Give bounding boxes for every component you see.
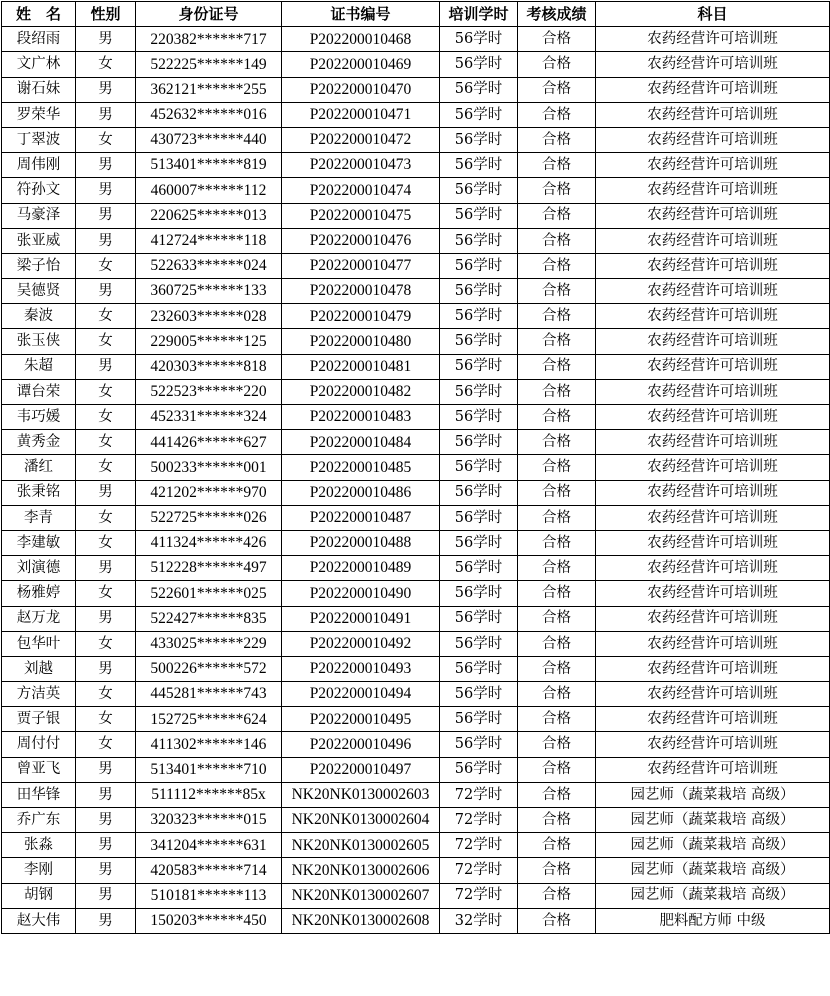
table-row — [2, 606, 830, 631]
table-row — [2, 908, 830, 933]
cell-gender: 男 — [76, 153, 136, 178]
table-row — [2, 153, 830, 178]
cell-training-hours: 56学时 — [440, 732, 518, 757]
cell-certificate-number: NK20NK0130002606 — [282, 858, 440, 883]
cell-assessment-result: 合格 — [518, 253, 596, 278]
table-row — [2, 430, 830, 455]
cell-certificate-number: NK20NK0130002608 — [282, 908, 440, 933]
cell-certificate-number: NK20NK0130002607 — [282, 883, 440, 908]
table-row — [2, 530, 830, 555]
cell-training-hours: 56学时 — [440, 253, 518, 278]
cell-subject: 农药经营许可培训班 — [596, 127, 830, 152]
cell-id-number: 500226******572 — [136, 656, 282, 681]
cell-id-number: 229005******125 — [136, 329, 282, 354]
cell-certificate-number: NK20NK0130002604 — [282, 808, 440, 833]
cell-subject: 农药经营许可培训班 — [596, 354, 830, 379]
cell-training-hours: 56学时 — [440, 379, 518, 404]
cell-assessment-result: 合格 — [518, 631, 596, 656]
cell-training-hours: 56学时 — [440, 354, 518, 379]
cell-name: 方洁英 — [2, 682, 76, 707]
table-row — [2, 228, 830, 253]
cell-assessment-result: 合格 — [518, 379, 596, 404]
cell-name: 胡钢 — [2, 883, 76, 908]
cell-name: 谭台荣 — [2, 379, 76, 404]
cell-training-hours: 72学时 — [440, 883, 518, 908]
cell-subject: 农药经营许可培训班 — [596, 178, 830, 203]
cell-id-number: 511112******85x — [136, 782, 282, 807]
cell-assessment-result: 合格 — [518, 153, 596, 178]
table-row — [2, 707, 830, 732]
cell-id-number: 500233******001 — [136, 455, 282, 480]
cell-name: 刘越 — [2, 656, 76, 681]
cell-gender: 女 — [76, 304, 136, 329]
cell-name: 包华叶 — [2, 631, 76, 656]
cell-training-hours: 56学时 — [440, 153, 518, 178]
cell-subject: 园艺师（蔬菜栽培 高级） — [596, 808, 830, 833]
cell-assessment-result: 合格 — [518, 682, 596, 707]
cell-certificate-number: P202200010491 — [282, 606, 440, 631]
cell-id-number: 320323******015 — [136, 808, 282, 833]
cell-training-hours: 72学时 — [440, 833, 518, 858]
cell-gender: 女 — [76, 52, 136, 77]
cell-id-number: 411324******426 — [136, 530, 282, 555]
table-row — [2, 455, 830, 480]
cell-training-hours: 56学时 — [440, 52, 518, 77]
cell-training-hours: 56学时 — [440, 178, 518, 203]
cell-assessment-result: 合格 — [518, 77, 596, 102]
cell-certificate-number: P202200010493 — [282, 656, 440, 681]
cell-subject: 农药经营许可培训班 — [596, 52, 830, 77]
cell-name: 黄秀金 — [2, 430, 76, 455]
cell-subject: 农药经营许可培训班 — [596, 757, 830, 782]
cell-subject: 园艺师（蔬菜栽培 高级） — [596, 782, 830, 807]
cell-certificate-number: P202200010496 — [282, 732, 440, 757]
cell-id-number: 522225******149 — [136, 52, 282, 77]
cell-certificate-number: P202200010494 — [282, 682, 440, 707]
cell-id-number: 421202******970 — [136, 480, 282, 505]
cell-training-hours: 56学时 — [440, 77, 518, 102]
table-row — [2, 556, 830, 581]
cell-name: 罗荣华 — [2, 102, 76, 127]
cell-name: 刘演德 — [2, 556, 76, 581]
cell-id-number: 430723******440 — [136, 127, 282, 152]
cell-training-hours: 56学时 — [440, 656, 518, 681]
table-row — [2, 505, 830, 530]
table-row — [2, 757, 830, 782]
table-row — [2, 405, 830, 430]
header-certificate-number: 证书编号 — [282, 2, 440, 27]
table-row — [2, 203, 830, 228]
cell-training-hours: 56学时 — [440, 127, 518, 152]
cell-assessment-result: 合格 — [518, 833, 596, 858]
cell-assessment-result: 合格 — [518, 606, 596, 631]
cell-subject: 农药经营许可培训班 — [596, 279, 830, 304]
cell-gender: 男 — [76, 178, 136, 203]
table-row — [2, 858, 830, 883]
cell-subject: 肥料配方师 中级 — [596, 908, 830, 933]
header-subject: 科目 — [596, 2, 830, 27]
cell-gender: 男 — [76, 102, 136, 127]
cell-gender: 男 — [76, 279, 136, 304]
cell-gender: 男 — [76, 354, 136, 379]
cell-training-hours: 56学时 — [440, 682, 518, 707]
cell-training-hours: 56学时 — [440, 505, 518, 530]
cell-certificate-number: P202200010472 — [282, 127, 440, 152]
cell-name: 贾子银 — [2, 707, 76, 732]
cell-certificate-number: P202200010474 — [282, 178, 440, 203]
cell-assessment-result: 合格 — [518, 908, 596, 933]
cell-gender: 男 — [76, 203, 136, 228]
cell-name: 张淼 — [2, 833, 76, 858]
cell-id-number: 441426******627 — [136, 430, 282, 455]
cell-gender: 女 — [76, 682, 136, 707]
cell-assessment-result: 合格 — [518, 732, 596, 757]
cell-training-hours: 72学时 — [440, 858, 518, 883]
cell-certificate-number: P202200010483 — [282, 405, 440, 430]
cell-subject: 农药经营许可培训班 — [596, 102, 830, 127]
cell-assessment-result: 合格 — [518, 329, 596, 354]
cell-id-number: 232603******028 — [136, 304, 282, 329]
cell-assessment-result: 合格 — [518, 782, 596, 807]
cell-training-hours: 56学时 — [440, 27, 518, 52]
cell-certificate-number: P202200010492 — [282, 631, 440, 656]
cell-id-number: 452632******016 — [136, 102, 282, 127]
cell-training-hours: 56学时 — [440, 480, 518, 505]
cell-gender: 男 — [76, 228, 136, 253]
table-row — [2, 52, 830, 77]
cell-certificate-number: P202200010469 — [282, 52, 440, 77]
cell-assessment-result: 合格 — [518, 455, 596, 480]
cell-training-hours: 56学时 — [440, 556, 518, 581]
cell-training-hours: 56学时 — [440, 329, 518, 354]
cell-gender: 男 — [76, 656, 136, 681]
cell-id-number: 522601******025 — [136, 581, 282, 606]
cell-id-number: 522427******835 — [136, 606, 282, 631]
cell-training-hours: 56学时 — [440, 606, 518, 631]
cell-gender: 女 — [76, 379, 136, 404]
cell-name: 李青 — [2, 505, 76, 530]
cell-name: 赵万龙 — [2, 606, 76, 631]
cell-assessment-result: 合格 — [518, 757, 596, 782]
cell-assessment-result: 合格 — [518, 354, 596, 379]
header-training-hours: 培训学时 — [440, 2, 518, 27]
cell-id-number: 513401******819 — [136, 153, 282, 178]
table-row — [2, 27, 830, 52]
cell-assessment-result: 合格 — [518, 480, 596, 505]
cell-assessment-result: 合格 — [518, 27, 596, 52]
cell-certificate-number: P202200010475 — [282, 203, 440, 228]
table-row — [2, 379, 830, 404]
certificate-table — [1, 1, 830, 934]
cell-assessment-result: 合格 — [518, 430, 596, 455]
cell-training-hours: 32学时 — [440, 908, 518, 933]
cell-certificate-number: P202200010487 — [282, 505, 440, 530]
cell-assessment-result: 合格 — [518, 858, 596, 883]
cell-gender: 女 — [76, 455, 136, 480]
cell-id-number: 362121******255 — [136, 77, 282, 102]
cell-training-hours: 56学时 — [440, 757, 518, 782]
cell-subject: 农药经营许可培训班 — [596, 203, 830, 228]
cell-training-hours: 56学时 — [440, 581, 518, 606]
cell-name: 赵大伟 — [2, 908, 76, 933]
table-row — [2, 102, 830, 127]
cell-training-hours: 56学时 — [440, 203, 518, 228]
cell-name: 李建敏 — [2, 530, 76, 555]
cell-gender: 女 — [76, 430, 136, 455]
cell-assessment-result: 合格 — [518, 52, 596, 77]
cell-gender: 女 — [76, 505, 136, 530]
table-row — [2, 354, 830, 379]
cell-assessment-result: 合格 — [518, 102, 596, 127]
cell-assessment-result: 合格 — [518, 808, 596, 833]
cell-subject: 农药经营许可培训班 — [596, 656, 830, 681]
cell-id-number: 341204******631 — [136, 833, 282, 858]
cell-certificate-number: NK20NK0130002605 — [282, 833, 440, 858]
cell-gender: 男 — [76, 556, 136, 581]
cell-assessment-result: 合格 — [518, 656, 596, 681]
cell-gender: 男 — [76, 883, 136, 908]
cell-name: 吴德贤 — [2, 279, 76, 304]
cell-id-number: 512228******497 — [136, 556, 282, 581]
table-row — [2, 279, 830, 304]
cell-name: 周付付 — [2, 732, 76, 757]
cell-subject: 农药经营许可培训班 — [596, 405, 830, 430]
cell-training-hours: 56学时 — [440, 102, 518, 127]
cell-name: 秦波 — [2, 304, 76, 329]
cell-name: 周伟刚 — [2, 153, 76, 178]
table-row — [2, 329, 830, 354]
cell-name: 谢石妹 — [2, 77, 76, 102]
table-row — [2, 833, 830, 858]
cell-certificate-number: P202200010482 — [282, 379, 440, 404]
table-row — [2, 304, 830, 329]
cell-subject: 农药经营许可培训班 — [596, 153, 830, 178]
cell-training-hours: 56学时 — [440, 707, 518, 732]
cell-subject: 农药经营许可培训班 — [596, 253, 830, 278]
cell-name: 段绍雨 — [2, 27, 76, 52]
cell-name: 乔广东 — [2, 808, 76, 833]
cell-assessment-result: 合格 — [518, 228, 596, 253]
cell-subject: 农药经营许可培训班 — [596, 556, 830, 581]
table-row — [2, 127, 830, 152]
cell-training-hours: 56学时 — [440, 304, 518, 329]
cell-gender: 女 — [76, 581, 136, 606]
cell-name: 张亚威 — [2, 228, 76, 253]
cell-assessment-result: 合格 — [518, 530, 596, 555]
cell-training-hours: 56学时 — [440, 279, 518, 304]
cell-assessment-result: 合格 — [518, 556, 596, 581]
cell-certificate-number: NK20NK0130002603 — [282, 782, 440, 807]
cell-name: 韦巧媛 — [2, 405, 76, 430]
cell-subject: 农药经营许可培训班 — [596, 707, 830, 732]
cell-subject: 园艺师（蔬菜栽培 高级） — [596, 858, 830, 883]
cell-subject: 农药经营许可培训班 — [596, 480, 830, 505]
cell-gender: 女 — [76, 732, 136, 757]
table-row — [2, 480, 830, 505]
cell-name: 符孙文 — [2, 178, 76, 203]
cell-subject: 农药经营许可培训班 — [596, 27, 830, 52]
cell-assessment-result: 合格 — [518, 405, 596, 430]
cell-gender: 女 — [76, 707, 136, 732]
table-row — [2, 732, 830, 757]
cell-id-number: 152725******624 — [136, 707, 282, 732]
cell-gender: 女 — [76, 329, 136, 354]
cell-name: 曾亚飞 — [2, 757, 76, 782]
cell-subject: 农药经营许可培训班 — [596, 631, 830, 656]
cell-certificate-number: P202200010473 — [282, 153, 440, 178]
cell-certificate-number: P202200010490 — [282, 581, 440, 606]
cell-certificate-number: P202200010497 — [282, 757, 440, 782]
cell-certificate-number: P202200010480 — [282, 329, 440, 354]
cell-assessment-result: 合格 — [518, 581, 596, 606]
cell-name: 张玉侠 — [2, 329, 76, 354]
cell-certificate-number: P202200010471 — [282, 102, 440, 127]
cell-subject: 农药经营许可培训班 — [596, 682, 830, 707]
cell-certificate-number: P202200010486 — [282, 480, 440, 505]
table-row — [2, 581, 830, 606]
cell-gender: 男 — [76, 782, 136, 807]
cell-name: 田华锋 — [2, 782, 76, 807]
cell-gender: 男 — [76, 757, 136, 782]
cell-certificate-number: P202200010485 — [282, 455, 440, 480]
cell-subject: 农药经营许可培训班 — [596, 581, 830, 606]
cell-id-number: 420583******714 — [136, 858, 282, 883]
cell-training-hours: 56学时 — [440, 228, 518, 253]
header-row — [2, 2, 830, 27]
cell-certificate-number: P202200010476 — [282, 228, 440, 253]
cell-id-number: 412724******118 — [136, 228, 282, 253]
cell-id-number: 522523******220 — [136, 379, 282, 404]
cell-name: 潘红 — [2, 455, 76, 480]
cell-name: 朱超 — [2, 354, 76, 379]
cell-id-number: 220625******013 — [136, 203, 282, 228]
table-row — [2, 682, 830, 707]
cell-subject: 农药经营许可培训班 — [596, 304, 830, 329]
cell-training-hours: 56学时 — [440, 405, 518, 430]
cell-certificate-number: P202200010488 — [282, 530, 440, 555]
table-row — [2, 808, 830, 833]
cell-subject: 园艺师（蔬菜栽培 高级） — [596, 833, 830, 858]
cell-training-hours: 72学时 — [440, 808, 518, 833]
cell-certificate-number: P202200010477 — [282, 253, 440, 278]
cell-subject: 园艺师（蔬菜栽培 高级） — [596, 883, 830, 908]
cell-id-number: 522725******026 — [136, 505, 282, 530]
table-row — [2, 782, 830, 807]
cell-id-number: 445281******743 — [136, 682, 282, 707]
cell-gender: 男 — [76, 606, 136, 631]
cell-assessment-result: 合格 — [518, 505, 596, 530]
cell-id-number: 460007******112 — [136, 178, 282, 203]
cell-certificate-number: P202200010489 — [282, 556, 440, 581]
cell-id-number: 150203******450 — [136, 908, 282, 933]
table-body — [2, 27, 830, 934]
cell-training-hours: 56学时 — [440, 455, 518, 480]
cell-id-number: 433025******229 — [136, 631, 282, 656]
cell-name: 张秉铭 — [2, 480, 76, 505]
cell-subject: 农药经营许可培训班 — [596, 379, 830, 404]
cell-id-number: 522633******024 — [136, 253, 282, 278]
table-row — [2, 631, 830, 656]
cell-subject: 农药经营许可培训班 — [596, 455, 830, 480]
cell-assessment-result: 合格 — [518, 203, 596, 228]
cell-id-number: 360725******133 — [136, 279, 282, 304]
cell-subject: 农药经营许可培训班 — [596, 228, 830, 253]
cell-certificate-number: P202200010468 — [282, 27, 440, 52]
cell-certificate-number: P202200010495 — [282, 707, 440, 732]
cell-gender: 女 — [76, 631, 136, 656]
cell-assessment-result: 合格 — [518, 304, 596, 329]
cell-subject: 农药经营许可培训班 — [596, 732, 830, 757]
cell-name: 梁子怡 — [2, 253, 76, 278]
header-id-number: 身份证号 — [136, 2, 282, 27]
cell-assessment-result: 合格 — [518, 279, 596, 304]
cell-certificate-number: P202200010481 — [282, 354, 440, 379]
cell-assessment-result: 合格 — [518, 127, 596, 152]
table-row — [2, 883, 830, 908]
cell-certificate-number: P202200010470 — [282, 77, 440, 102]
cell-subject: 农药经营许可培训班 — [596, 606, 830, 631]
cell-gender: 女 — [76, 530, 136, 555]
cell-name: 李刚 — [2, 858, 76, 883]
cell-training-hours: 56学时 — [440, 530, 518, 555]
table-row — [2, 656, 830, 681]
table-row — [2, 253, 830, 278]
cell-id-number: 513401******710 — [136, 757, 282, 782]
header-name: 姓 名 — [2, 2, 76, 27]
cell-gender: 女 — [76, 253, 136, 278]
cell-gender: 男 — [76, 77, 136, 102]
cell-subject: 农药经营许可培训班 — [596, 329, 830, 354]
cell-certificate-number: P202200010478 — [282, 279, 440, 304]
cell-id-number: 452331******324 — [136, 405, 282, 430]
cell-assessment-result: 合格 — [518, 707, 596, 732]
cell-certificate-number: P202200010479 — [282, 304, 440, 329]
cell-training-hours: 72学时 — [440, 782, 518, 807]
cell-id-number: 411302******146 — [136, 732, 282, 757]
cell-training-hours: 56学时 — [440, 631, 518, 656]
cell-gender: 男 — [76, 858, 136, 883]
cell-gender: 男 — [76, 833, 136, 858]
cell-id-number: 510181******113 — [136, 883, 282, 908]
cell-gender: 男 — [76, 808, 136, 833]
table-row — [2, 178, 830, 203]
cell-subject: 农药经营许可培训班 — [596, 77, 830, 102]
cell-name: 杨雅婷 — [2, 581, 76, 606]
cell-id-number: 220382******717 — [136, 27, 282, 52]
cell-id-number: 420303******818 — [136, 354, 282, 379]
cell-gender: 女 — [76, 127, 136, 152]
cell-subject: 农药经营许可培训班 — [596, 530, 830, 555]
cell-subject: 农药经营许可培训班 — [596, 505, 830, 530]
cell-certificate-number: P202200010484 — [282, 430, 440, 455]
table-row — [2, 77, 830, 102]
cell-gender: 男 — [76, 27, 136, 52]
cell-gender: 男 — [76, 908, 136, 933]
cell-assessment-result: 合格 — [518, 178, 596, 203]
cell-subject: 农药经营许可培训班 — [596, 430, 830, 455]
cell-name: 丁翠波 — [2, 127, 76, 152]
cell-name: 马豪泽 — [2, 203, 76, 228]
cell-gender: 男 — [76, 480, 136, 505]
cell-name: 文广林 — [2, 52, 76, 77]
cell-gender: 女 — [76, 405, 136, 430]
cell-assessment-result: 合格 — [518, 883, 596, 908]
header-gender: 性别 — [76, 2, 136, 27]
header-assessment-result: 考核成绩 — [518, 2, 596, 27]
cell-training-hours: 56学时 — [440, 430, 518, 455]
